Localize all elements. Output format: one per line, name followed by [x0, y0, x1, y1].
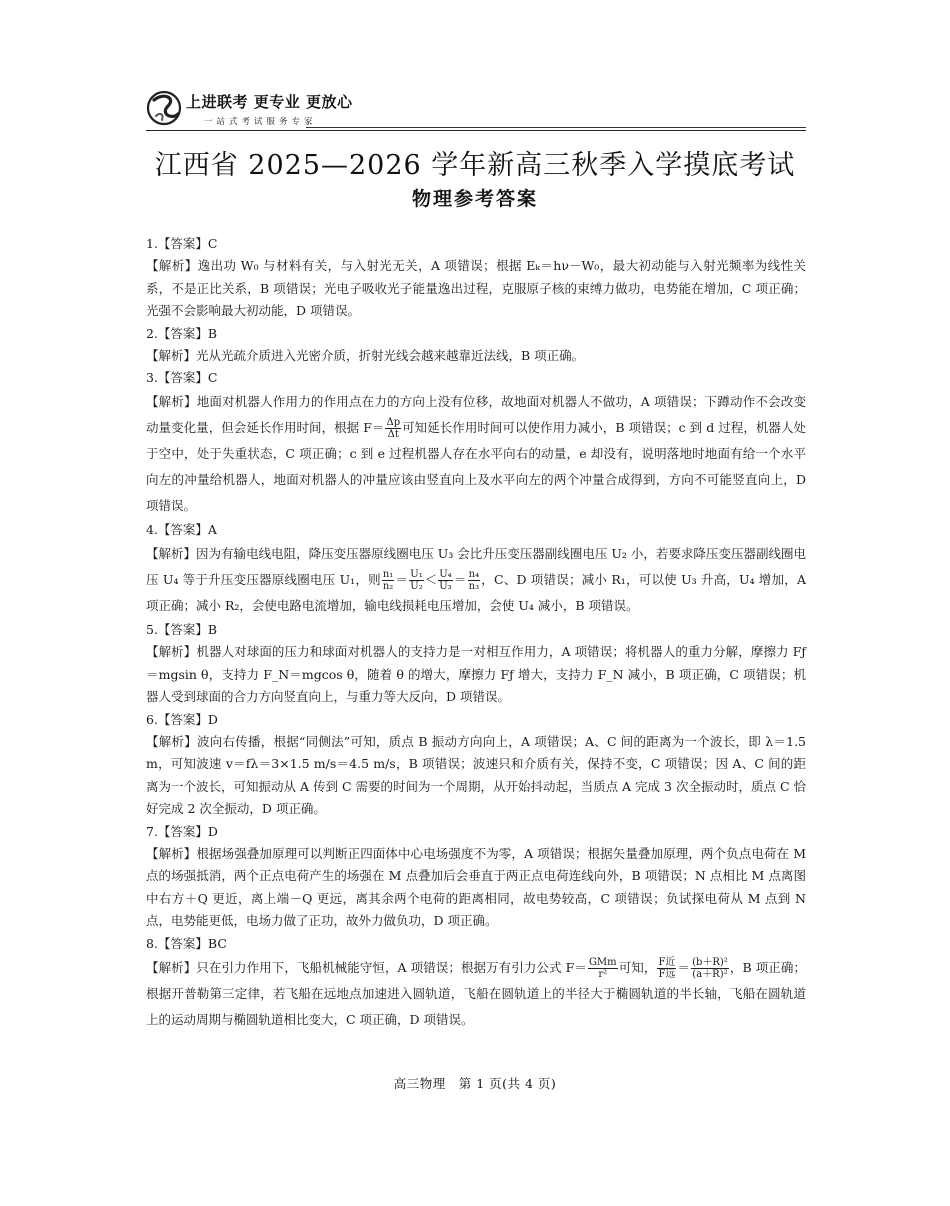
- header-logo: [146, 86, 806, 134]
- question-8-text-after: ，B 项正确；根据开普勒第三定律，若飞船在远地点加速进入圆轨道，飞船在圆轨道上的半径大于椭圆轨道的半长轴，飞船在圆轨道上的运动周期与椭圆轨道相比变大，C 项正确，D 项错误。: [146, 959, 806, 1027]
- question-2: [146, 323, 806, 368]
- question-8-text-mid: 可知，: [618, 959, 657, 975]
- question-1-explanation: 【解析】逸出功 W₀ 与材料有关，与入射光无关，A 项错误；根据 Eₖ＝hν－W₀，最大初动能与入射光频率为线性关系，不是正比关系，B 项错误；光电子吸收光子能量逸出过程，克服原子核的束缚力做功，电势能在增加，C 项正确；光强不会影响最大初动能，D 项错误。: [146, 258, 806, 318]
- question-8-explanation: [146, 955, 806, 1033]
- question-4: [146, 519, 806, 619]
- answer-list: [146, 233, 806, 1033]
- equals-sign: ＝: [677, 959, 691, 975]
- fraction-numerator: GMm: [588, 956, 617, 968]
- equals-sign: ＝: [395, 572, 409, 587]
- question-1: [146, 233, 806, 323]
- question-3-text-after: 可知延长作用时间可以使作用力减小，B 项错误；c 到 d 过程，机器人处于空中，处于失重状态，C 项正确；c 到 e 过程机器人存在水平向右的动量，e 却没有，说明落地时地面有给一个水平向左的冲量给机器人，地面对机器人的冲量应该由竖直向上及水平向左的两个冲量合成得到，方向不可能竖直向上，D 项错误。: [146, 420, 806, 513]
- question-6-explanation: 【解析】波向右传播，根据“同侧法”可知，质点 B 振动方向向上，A 项错误；A、C 间的距离为一个波长，即 λ＝1.5 m，可知波速 v＝fλ＝3×1.5 m/s＝4.5 m/s，B 项错误；波速只和介质有关，保持不变，C 项错误；因 A、C 间的距离为一个波长，可知振动从 A 传到 C 需要的时间为一个周期，从开始抖动起，当质点 A 完成 3 次全振动时，质点 C 恰好完成 2 次全振动，D 项正确。: [146, 733, 806, 816]
- question-7-explanation: 【解析】根据场强叠加原理可以判断正四面体中心电场强度不为零，A 项错误；根据矢量叠加原理，两个负点电荷在 M 点的场强抵消，两个正点电荷产生的场强在 M 点叠加后会垂直于两正点电荷连线向外，B 项错误；N 点相比 M 点离图中右方＋Q 更近，离上端－Q 更远，离其余两个电荷的距离相同，故电势较高，C 项错误；负试探电荷从 M 点到 N 点，电势能更低，电场力做了正功，故外力做负功，D 项正确。: [146, 845, 806, 928]
- question-3-answer: 3.【答案】C: [146, 370, 218, 385]
- fraction-numerator: F近: [658, 956, 676, 968]
- equals-sign: ＝: [453, 572, 467, 587]
- fraction-numerator: n₄: [468, 569, 480, 580]
- header-divider: [146, 130, 806, 131]
- question-6-answer: 6.【答案】D: [146, 711, 218, 727]
- force-ratio-fraction: [657, 957, 676, 980]
- less-than-sign: ＜: [424, 572, 438, 587]
- exam-title: 江西省 2025—2026 学年新高三秋季入学摸底考试: [154, 150, 796, 181]
- question-2-answer: 2.【答案】B: [146, 325, 218, 341]
- turns-ratio-fraction-2: [468, 569, 480, 592]
- question-6: [146, 709, 806, 821]
- fraction-numerator: (b＋R)²: [692, 956, 728, 968]
- voltage-ratio-fraction-2: [438, 569, 452, 592]
- fraction-denominator: U₂: [410, 581, 423, 592]
- brand-slogan: 上进联考 更专业 更放心: [186, 93, 353, 111]
- question-1-answer: 1.【答案】C: [146, 236, 218, 251]
- fraction-numerator: n₁: [382, 569, 394, 580]
- question-5: [146, 619, 806, 709]
- page-footer: 高三物理 第 1 页(共 4 页): [393, 1076, 557, 1091]
- voltage-ratio-fraction-1: [409, 569, 423, 592]
- fraction-denominator: n₂: [382, 581, 394, 592]
- turns-ratio-fraction-1: [382, 569, 394, 592]
- question-7-answer: 7.【答案】D: [146, 823, 218, 839]
- fraction-denominator: r²: [598, 968, 608, 980]
- question-4-explanation: [146, 541, 806, 619]
- fraction-denominator: U₃: [439, 581, 452, 592]
- fraction-numerator: U₁: [410, 569, 423, 580]
- question-8: [146, 933, 806, 1033]
- fraction-denominator: n₃: [468, 581, 480, 592]
- momentum-fraction: [385, 417, 401, 440]
- question-2-explanation: 【解析】光从光疏介质进入光密介质，折射光线会越来越靠近法线，B 项正确。: [146, 347, 585, 363]
- question-3: [146, 367, 806, 519]
- question-4-text-before: 【解析】因为有输电线电阻，降压变压器原线圈电压 U₃ 会比升压变压器副线圈电压 U₂ 小，若要求降压变压器副线圈电压 U₄ 等于升压变压器原线圈电压 U₁，则: [146, 546, 806, 587]
- question-8-text-before: 【解析】只在引力作用下，飞船机械能守恒，A 项错误；根据万有引力公式 F＝: [146, 959, 587, 975]
- fraction-denominator: F远: [658, 968, 676, 980]
- question-4-text-after: ，C、D 项错误；减小 R₁，可以使 U₃ 升高，U₄ 增加，A 项正确；减小 R₂，会使电路电流增加，输电线损耗电压增加，会使 U₄ 减小，B 项错误。: [146, 572, 806, 613]
- question-3-text-before: 【解析】地面对机器人作用力的作用点在力的方向上没有位移，故地面对机器人不做功，A 项错误；下蹲动作不会改变动量变化量，但会延长作用时间，根据 F＝: [146, 394, 806, 435]
- distance-ratio-fraction: [691, 957, 729, 980]
- fraction-numerator: Δp: [386, 417, 401, 428]
- fraction-numerator: U₄: [439, 569, 452, 580]
- question-7: [146, 821, 806, 933]
- gravitation-fraction: [588, 957, 618, 980]
- fraction-denominator: Δt: [387, 429, 399, 440]
- question-3-explanation: [146, 389, 806, 519]
- brand-sub-slogan: 一站式考试服务专家: [204, 117, 317, 127]
- logo-divider: [306, 127, 806, 128]
- brand-logo-icon: [146, 86, 184, 128]
- fraction-denominator: (a＋R)²: [692, 968, 728, 980]
- question-5-explanation: 【解析】机器人对球面的压力和球面对机器人的支持力是一对相互作用力，A 项错误；将机器人的重力分解，摩擦力 Fƒ＝mgsin θ，支持力 F_N＝mgcos θ，随着 θ 的增大，摩擦力 Fƒ 增大，支持力 F_N 减小，B 项正确，C 项错误；机器人受到球面的合力方向竖直向上，与重力等大反向，D 项错误。: [146, 644, 806, 704]
- question-5-answer: 5.【答案】B: [146, 622, 218, 637]
- exam-subtitle: 物理参考答案: [411, 188, 538, 210]
- question-4-answer: 4.【答案】A: [146, 522, 217, 537]
- question-8-answer: 8.【答案】BC: [146, 935, 227, 951]
